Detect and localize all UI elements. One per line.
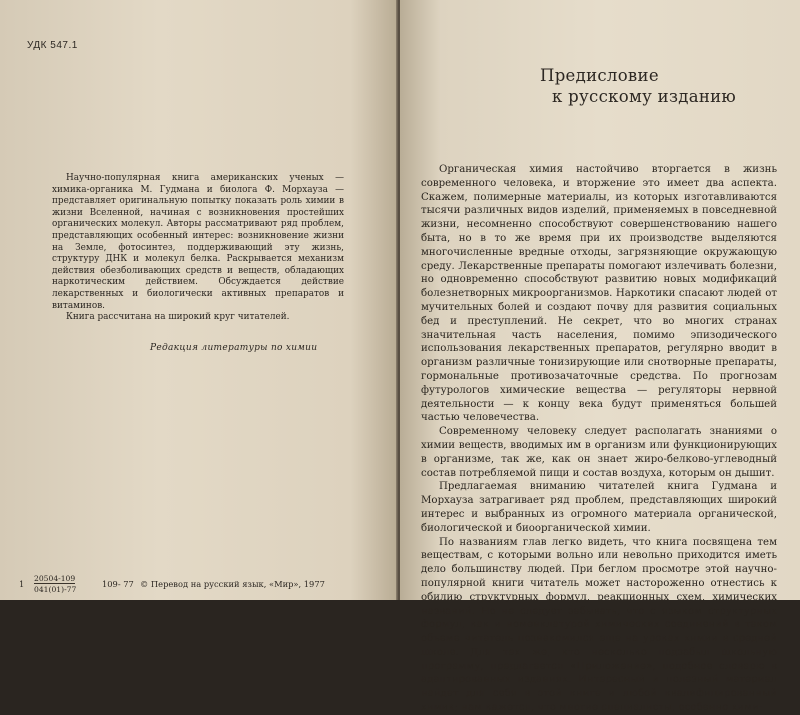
title-line-2: к русскому изданию — [552, 87, 737, 106]
page-title — [540, 65, 736, 107]
title-line-1: Предисловие — [540, 66, 659, 85]
annotation-text: Научно-популярная книга американских ученых — химика-органика М. Гудмана и биолога Ф. Морхауза — представляет оригинальную попытку показать роль химии в жизни Вселенной, начиная с возникновения простейших органических молекул. Авторы рассматривают ряд проблем, представляющих особенный интерес: возникновение жизни на Земле, фотосинтез, поддерживающий эту жизнь, структуру ДНК и молекул белка. Раскрывается механизм действия обезболивающих средств и веществ, обладающих наркотическим действием. Обсуждается действие лекарственных и биологически активных препаратов и витаминов. — [52, 173, 344, 311]
paragraph: Органическая химия настойчиво вторгается в жизнь современного человека, и вторжение это имеет два аспекта. Скажем, полимерные материалы, из которых изготавливаются тысячи различных видов изделий, применяемых в повседневной жизни, несомненно способствуют совершенствованию нашего быта, но в то же время при их производстве выделяются многочисленные вредные отходы, загрязняющие окружающую среду. Лекарственные препараты помогают излечивать болезни, но одновременно способствуют развитию новых модификаций болезнетворных микроорганизмов. Наркотики спасают людей от мучительных болей и создают почву для развития социальных бед и преступлений. Не секрет, что во многих странах значительная часть населения, помимо эпизодического использования лекарственных препаратов, регулярно вводит в организм различные тонизирующие или снотворные препараты, гормональные противозачаточные средства. По прогнозам футурологов химические вещества — регуляторы нервной деятельности — к концу века будут применяться большей частью человечества. — [421, 164, 777, 424]
annotation-audience: Книга рассчитана на широкий круг читателей. — [66, 312, 290, 323]
catalog-code-denominator: 041(01)-77 — [34, 585, 77, 594]
preface-body — [421, 163, 777, 714]
paragraph: Предлагаемая вниманию читателей книга Гудмана и Морхауза затрагивает ряд проблем, представляющих широкий интерес и выбранных из огромного материала органической, биологической и биоорганической химии. — [421, 481, 777, 534]
book-annotation — [52, 173, 344, 324]
catalog-code-lead: 1 — [19, 579, 25, 589]
catalog-code-numerator: 20504-109 — [34, 574, 76, 583]
paragraph: По названиям глав легко видеть, что книга посвящена тем веществам, с которыми вольно или невольно приходится иметь дело большинству людей. При беглом просмотре этой научно-популярной книги читатель может настороженно отнестись к обилию структурных формул, реакционных схем, химических названий. Но не следует забывать, что с языком структурных формул, как и номенклатурой химических соединений в таком объеме читатель познакомился еще на уроках химии в средней школе. Для тех же, кто несколько подзабыл школьную программу, предлагается «Приложение», подобное словарю в адаптированных изданиях. Интересный и полезный материал найдет для себя в этой книге и любой квалифицированный химик; нам кажется, что многие специалисты, особенно хими- — [421, 536, 777, 714]
left-page — [0, 0, 398, 600]
paragraph: Современному человеку следует располагать знаниями о химии веществ, вводимых им в организм или функционирующих в организме, так же, как он знает жиро-белково-углеводный состав потребляемой пищи и состав воздуха, которым он дышит. — [421, 426, 777, 479]
catalog-code-tail: 109- 77 — [102, 579, 134, 589]
udk-code: УДК 547.1 — [27, 40, 78, 51]
copyright-notice: © Перевод на русский язык, «Мир», 1977 — [140, 579, 325, 589]
editorial-note: Редакция литературы по химии — [150, 343, 318, 353]
